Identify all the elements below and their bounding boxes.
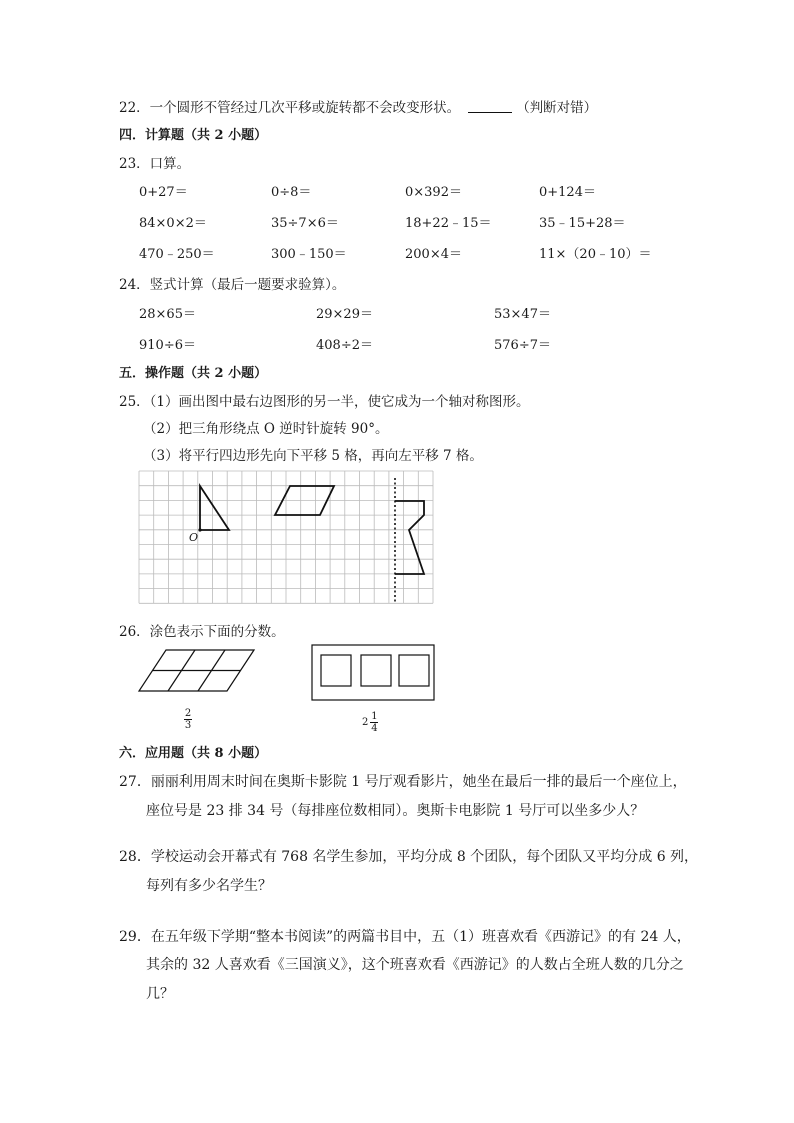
fraction-numerator: 1: [371, 711, 378, 722]
calc-item: 0÷8＝: [271, 185, 312, 200]
calc-item: 84×0×2＝: [139, 216, 207, 231]
question-25-line2: （2）把三角形绕点 O 逆时针旋转 90°。: [143, 421, 389, 437]
fraction-numerator: 2: [184, 708, 192, 719]
calc-item: 470﹣250＝: [139, 247, 215, 262]
calc-item: 35÷7×6＝: [271, 216, 339, 231]
question-26-title: 26．涂色表示下面的分数。: [119, 624, 285, 640]
question-25-line3: （3）将平行四边形先向下平移 5 格，再向左平移 7 格。: [143, 448, 483, 464]
section-4-title: 四．计算题（共 2 小题）: [119, 128, 268, 143]
mixed-fraction: [370, 711, 378, 734]
section-6-title: 六．应用题（共 8 小题）: [119, 746, 268, 761]
question-23-title: 23．口算。: [119, 156, 191, 172]
calc-item: 910÷6＝: [139, 338, 196, 353]
question-29-line1: 29．在五年级下学期“整本书阅读”的两篇书目中，五（1）班喜欢看《西游记》的有 24 人，: [119, 929, 691, 945]
calc-item: 29×29＝: [316, 307, 373, 322]
section-5-title: 五．操作题（共 2 小题）: [119, 366, 268, 381]
point-o-label: O: [189, 531, 199, 544]
fraction-two-thirds: [184, 708, 192, 731]
question-29-line3: 几？: [146, 986, 174, 1002]
question-27-line1: 27．丽丽利用周末时间在奥斯卡影院 1 号厅观看影片，她坐在最后一排的最后一个座位上，: [119, 774, 687, 790]
calc-item: 576÷7＝: [494, 338, 551, 353]
calc-item: 408÷2＝: [316, 338, 373, 353]
calc-item: 11×（20﹣10）＝: [539, 247, 652, 262]
mixed-whole: 2: [362, 717, 369, 728]
calc-item: 28×65＝: [139, 307, 196, 322]
fraction-denominator: 3: [184, 720, 192, 731]
fraction-denominator: 4: [371, 723, 378, 734]
calc-item: 300﹣150＝: [271, 247, 347, 262]
question-22-text: 22．一个圆形不管经过几次平移或旋转都不会改变形状。: [119, 100, 461, 116]
mixed-number: [362, 711, 378, 734]
calc-item: 53×47＝: [494, 307, 551, 322]
question-28-line2: 每列有多少名学生？: [146, 878, 272, 894]
question-25-line1: 25．（1）画出图中最右边图形的另一半，使它成为一个轴对称图形。: [119, 394, 530, 410]
question-29-line2: 其余的 32 人喜欢看《三国演义》，这个班喜欢看《西游记》的人数占全班人数的几分之: [146, 957, 684, 973]
question-28-line1: 28．学校运动会开幕式有 768 名学生参加，平均分成 8 个团队，每个团队又平均分成 6 列，: [119, 849, 699, 865]
question-27-line2: 座位号是 23 排 34 号（每排座位数相同）。奥斯卡电影院 1 号厅可以坐多少人？: [146, 803, 645, 819]
calc-item: 35﹣15+28＝: [539, 216, 626, 231]
calc-item: 0+27＝: [139, 185, 188, 200]
question-22-suffix: （判断对错）: [516, 100, 598, 116]
calc-item: 18+22﹣15＝: [405, 216, 492, 231]
question-24-title: 24．竖式计算（最后一题要求验算）。: [119, 277, 346, 293]
calc-item: 0+124＝: [539, 185, 596, 200]
parallelogram-grid: [139, 650, 254, 691]
calc-item: 0×392＝: [405, 185, 462, 200]
calc-item: 200×4＝: [405, 247, 462, 262]
three-squares-frame: [312, 645, 434, 700]
